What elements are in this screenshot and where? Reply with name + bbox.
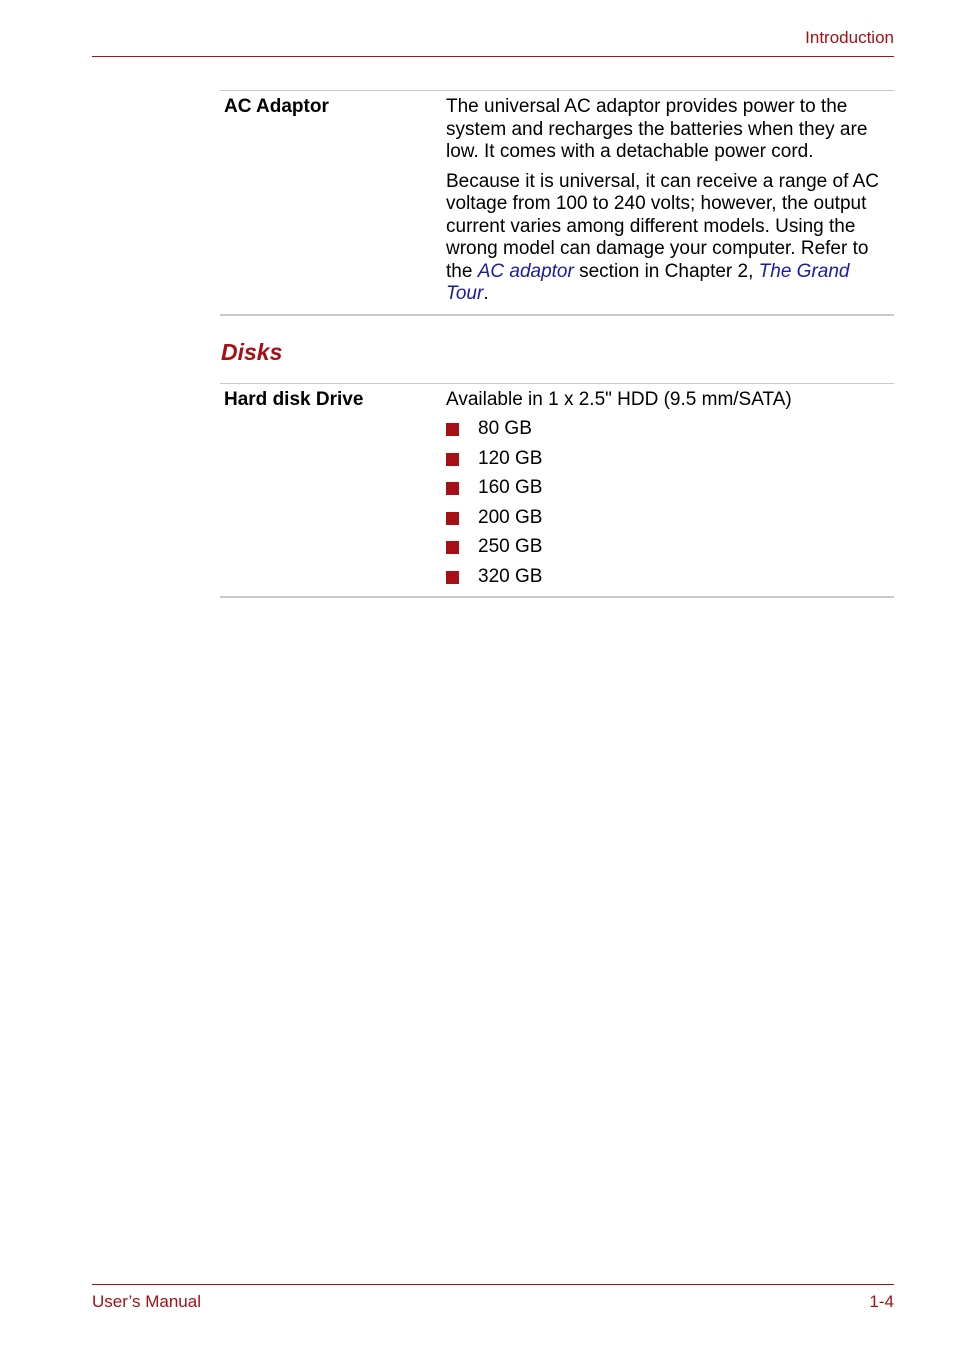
list-item bbox=[446, 419, 894, 441]
hard-disk-term: Hard disk Drive bbox=[224, 389, 364, 410]
capacity-list bbox=[446, 419, 894, 589]
hard-disk-row bbox=[220, 384, 894, 596]
disks-heading: Disks bbox=[221, 339, 283, 365]
page-header bbox=[92, 26, 894, 57]
ac-adaptor-table bbox=[220, 90, 894, 316]
list-item bbox=[446, 537, 894, 559]
ac-adaptor-description bbox=[446, 91, 894, 314]
capacity-label: 320 GB bbox=[478, 565, 543, 587]
page-footer bbox=[92, 1284, 894, 1311]
list-item bbox=[446, 507, 894, 529]
capacity-label: 120 GB bbox=[478, 447, 543, 469]
list-item bbox=[446, 478, 894, 500]
ac-adaptor-paragraph-2 bbox=[446, 171, 894, 306]
square-bullet-icon bbox=[446, 571, 459, 584]
ac-adaptor-paragraph-2-text-b: section in Chapter 2, bbox=[573, 260, 759, 282]
hard-disk-intro: Available in 1 x 2.5" HDD (9.5 mm/SATA) bbox=[446, 389, 792, 410]
ac-adaptor-paragraph-1: The universal AC adaptor provides power to the system and recharges the batteries when they are low. It comes with a detachable power cord. bbox=[446, 96, 868, 162]
ac-adaptor-link[interactable]: AC adaptor bbox=[477, 260, 574, 282]
capacity-label: 200 GB bbox=[478, 506, 543, 528]
square-bullet-icon bbox=[446, 482, 459, 495]
list-item bbox=[446, 566, 894, 588]
ac-adaptor-paragraph-2-text-a: Because it is universal, it can receive a range of AC voltage from 100 to 240 volts; however, the output current varies among different models. Using the wrong model can damage your computer. Refer to the bbox=[446, 170, 880, 282]
ac-adaptor-paragraph-2-text-c: . bbox=[483, 283, 489, 304]
capacity-label: 250 GB bbox=[478, 536, 543, 558]
square-bullet-icon bbox=[446, 512, 459, 525]
grand-tour-link[interactable]: The Grand Tour bbox=[446, 260, 850, 304]
footer-manual-title: User’s Manual bbox=[92, 1292, 201, 1311]
disks-table bbox=[220, 383, 894, 598]
capacity-label: 160 GB bbox=[478, 477, 543, 499]
capacity-label: 80 GB bbox=[478, 418, 532, 440]
square-bullet-icon bbox=[446, 541, 459, 554]
header-section-title: Introduction bbox=[805, 28, 894, 47]
footer-page-number: 1-4 bbox=[869, 1292, 894, 1311]
square-bullet-icon bbox=[446, 453, 459, 466]
ac-adaptor-row bbox=[220, 91, 894, 314]
hard-disk-description bbox=[446, 384, 894, 596]
ac-adaptor-term: AC Adaptor bbox=[224, 96, 329, 117]
square-bullet-icon bbox=[446, 423, 459, 436]
list-item bbox=[446, 448, 894, 470]
